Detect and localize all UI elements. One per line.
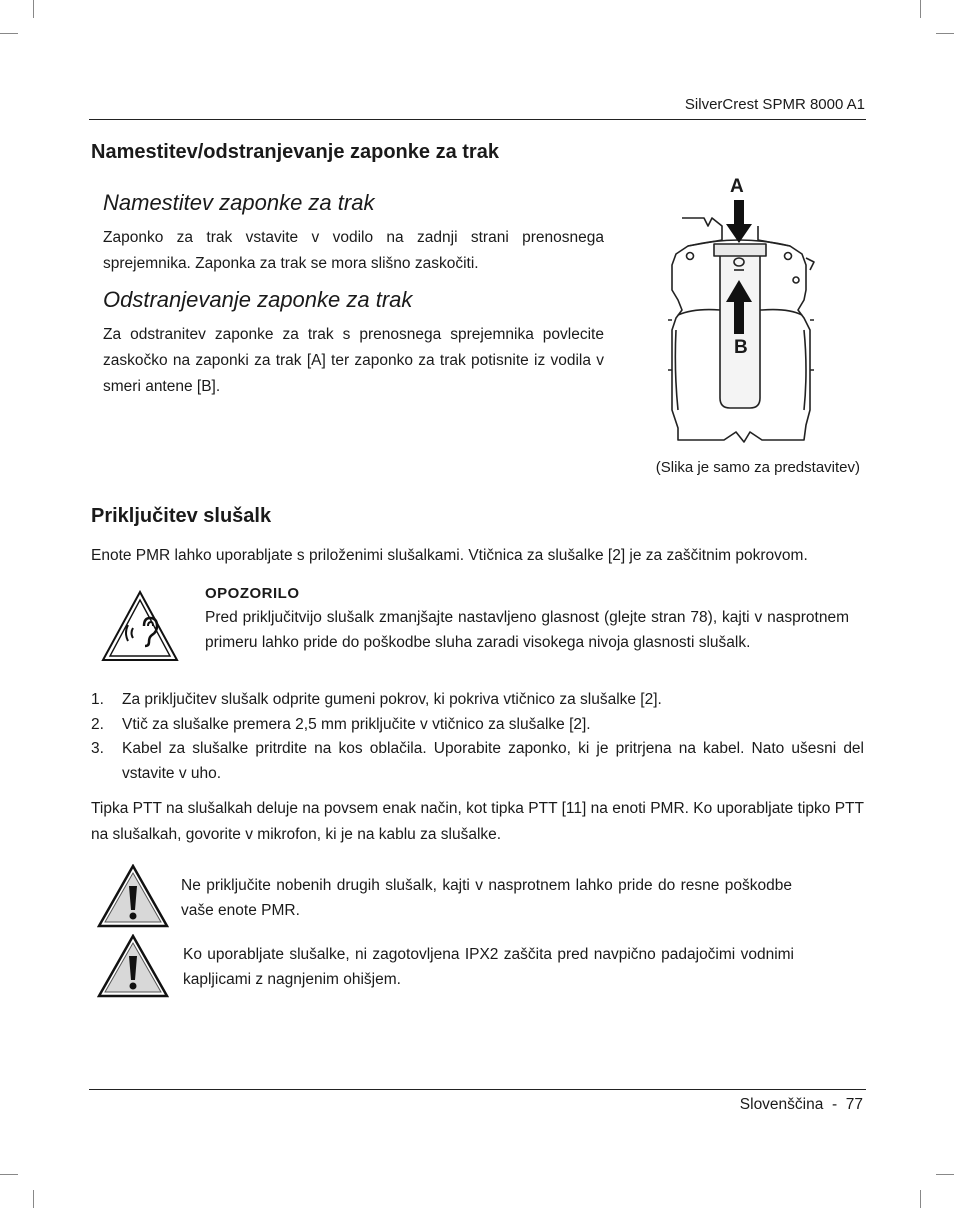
list-item: 1. Za priključitev slušalk odprite gumeni pokrov, ki pokriva vtičnico za slušalke [2]. (91, 691, 662, 708)
subsection-title-remove: Odstranjevanje zaponke za trak (103, 287, 413, 312)
list-item: 2. Vtič za slušalke premera 2,5 mm priključite v vtičnico za slušalke [2]. (91, 715, 591, 733)
device-illustration (664, 170, 824, 455)
crop-mark (920, 1190, 921, 1208)
crop-mark (0, 33, 18, 34)
hearing-warning-icon (100, 588, 180, 664)
crop-mark (936, 33, 954, 34)
warning-title: OPOZORILO (205, 585, 300, 602)
crop-mark (936, 1174, 954, 1175)
section-title-headphones: Priključitev slušalk (91, 505, 272, 527)
paragraph-headphones-intro: Enote PMR lahko uporabljate s priloženimi slušalkami. Vtičnica za slušalke [2] je za zaščitnim pokrovom. (91, 547, 808, 564)
figure-caption: (Slika je samo za predstavitev) (655, 459, 860, 476)
paragraph-remove: Za odstranitev zaponke za trak s prenosnega sprejemnika povlecite zaskočko na zaponki za trak [A] ter zaponko za trak potisnite iz vodila v smeri antene [B]. (103, 326, 604, 395)
subsection-title-attach: Namestitev zaponke za trak (103, 190, 375, 215)
crop-mark (33, 0, 34, 18)
caution-icon (97, 934, 169, 998)
figure-label-a: A (730, 176, 744, 197)
section-title-belt-clip: Namestitev/odstranjevanje zaponke za trak (91, 141, 499, 163)
arrow-a-icon (726, 200, 752, 243)
warning-text: Pred priključitvijo slušalk zmanjšajte nastavljeno glasnost (glejte stran 78), kajti v nasprotnem primeru lahko pride do poškodbe sluha zaradi visokega nivoja glasnosti slušalk. (205, 609, 849, 651)
belt-clip-figure (664, 170, 824, 455)
caution-text-1: Ne priključite nobenih drugih slušalk, kajti v nasprotnem lahko pride do resne poškodbe vaše enote PMR. (181, 877, 792, 919)
steps-list (91, 688, 864, 786)
crop-mark (0, 1174, 18, 1175)
page-number: Slovenščina - 77 (739, 1096, 863, 1113)
figure-label-b: B (734, 337, 748, 358)
header-rule (89, 119, 866, 120)
paragraph-attach: Zaponko za trak vstavite v vodilo na zadnji strani prenosnega sprejemnika. Zaponka za trak se mora slišno zaskočiti. (103, 229, 604, 272)
header-product: SilverCrest SPMR 8000 A1 (684, 96, 865, 113)
caution-text-2: Ko uporabljate slušalke, ni zagotovljena IPX2 zaščita pred navpično padajočimi vodnimi kapljicami z nagnjenim ohišjem. (183, 946, 794, 988)
crop-mark (920, 0, 921, 18)
crop-mark (33, 1190, 34, 1208)
footer-rule (89, 1089, 866, 1090)
caution-icon (97, 864, 169, 928)
list-item: 3. Kabel za slušalke pritrdite na kos oblačila. Uporabite zaponko, ki je pritrjena na kabel. Nato ušesni del vstavite v uho. (91, 740, 864, 782)
paragraph-ptt: Tipka PTT na slušalkah deluje na povsem enak način, kot tipka PTT [11] na enoti PMR. Ko uporabljate tipko PTT na slušalkah, govorite v mikrofon, ki je na kablu za slušalke. (91, 800, 864, 843)
